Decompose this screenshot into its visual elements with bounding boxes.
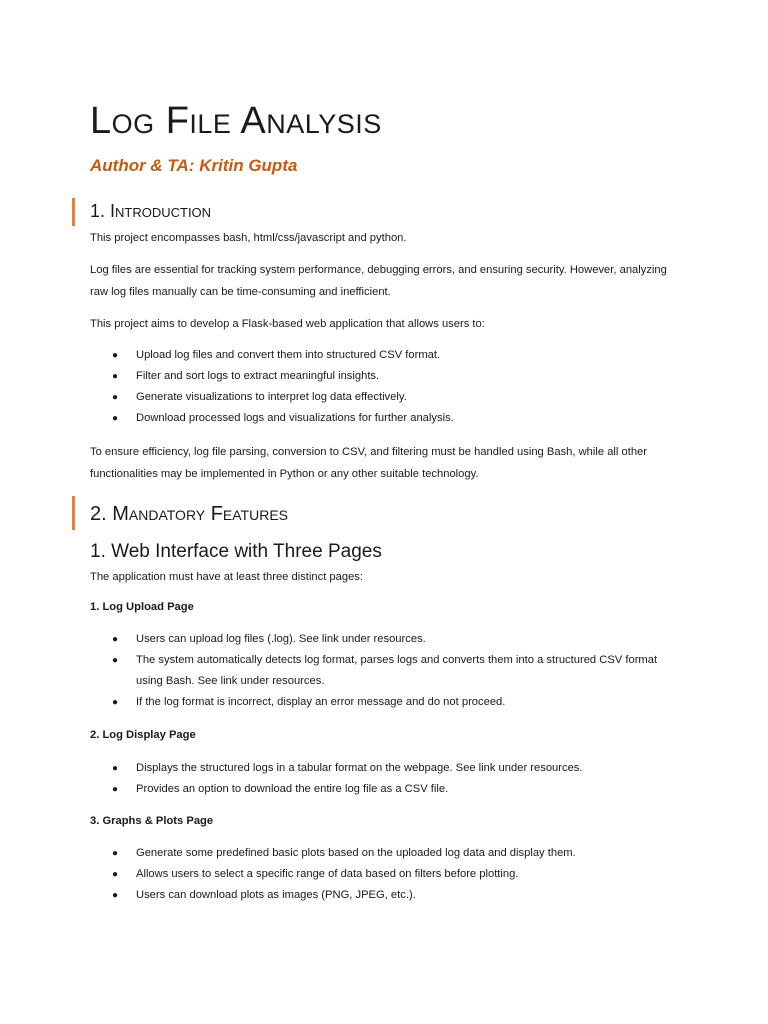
section-heading-introduction: 1. Introduction: [90, 201, 212, 221]
list-item: ● Upload log files and convert them into structured CSV format.: [112, 345, 672, 366]
bullet-icon: ●: [112, 371, 119, 382]
list-item: ● The system automatically detects log format, parses logs and converts them into a structured CSV format using Bash. See link under resources.: [112, 650, 672, 692]
list-item: ● Allows users to select a specific range of data based on filters before plotting.: [112, 864, 672, 885]
paragraph: Log files are essential for tracking system performance, debugging errors, and ensuring security. However, analyzing raw log files manually can be time-consuming and inefficient.: [90, 264, 667, 298]
bullet-icon: ●: [112, 869, 119, 880]
bullet-icon: ●: [112, 413, 119, 424]
author-line: Author & TA: Kritin Gupta: [90, 156, 298, 175]
paragraph: The application must have at least three distinct pages:: [90, 571, 364, 583]
list-item: ● Download processed logs and visualizations for further analysis.: [112, 408, 672, 429]
page-label-upload: 1. Log Upload Page: [90, 601, 194, 613]
bullet-icon: ●: [112, 784, 119, 795]
paragraph: This project aims to develop a Flask-based web application that allows users to:: [90, 318, 485, 330]
list-item: ● Displays the structured logs in a tabular format on the webpage. See link under resources.: [112, 758, 672, 779]
bullet-icon: ●: [112, 763, 119, 774]
paragraph: This project encompasses bash, html/css/javascript and python.: [90, 232, 407, 244]
document-title: Log File Analysis: [90, 100, 382, 142]
list-item: ● Users can download plots as images (PNG, JPEG, etc.).: [112, 885, 672, 906]
subheading-web-interface: 1. Web Interface with Three Pages: [90, 541, 382, 562]
bullet-icon: ●: [112, 890, 119, 901]
bullet-icon: ●: [112, 634, 119, 645]
page-label-display: 2. Log Display Page: [90, 729, 196, 741]
list-item: ● Users can upload log files (.log). See link under resources.: [112, 629, 672, 650]
list-item: ● Provides an option to download the entire log file as a CSV file.: [112, 779, 672, 800]
section-accent-bar: [72, 198, 75, 226]
display-bullet-list: [112, 758, 672, 800]
list-item: ● If the log format is incorrect, display an error message and do not proceed.: [112, 692, 672, 713]
intro-bullet-list: [112, 345, 672, 429]
list-item: ● Generate visualizations to interpret log data effectively.: [112, 387, 672, 408]
graphs-bullet-list: [112, 843, 672, 906]
bullet-icon: ●: [112, 848, 119, 859]
section-heading-mandatory-features: 2. Mandatory Features: [90, 503, 288, 525]
section-accent-bar: [72, 496, 75, 530]
list-item: ● Generate some predefined basic plots based on the uploaded log data and display them.: [112, 843, 672, 864]
bullet-icon: ●: [112, 655, 119, 666]
paragraph: To ensure efficiency, log file parsing, conversion to CSV, and filtering must be handled using Bash, while all other functionalities may be implemented in Python or any other suitable technology.: [90, 446, 648, 480]
bullet-icon: ●: [112, 697, 119, 708]
upload-bullet-list: [112, 629, 672, 713]
list-item: ● Filter and sort logs to extract meaningful insights.: [112, 366, 672, 387]
bullet-icon: ●: [112, 350, 119, 361]
page-label-graphs: 3. Graphs & Plots Page: [90, 815, 214, 827]
bullet-icon: ●: [112, 392, 119, 403]
